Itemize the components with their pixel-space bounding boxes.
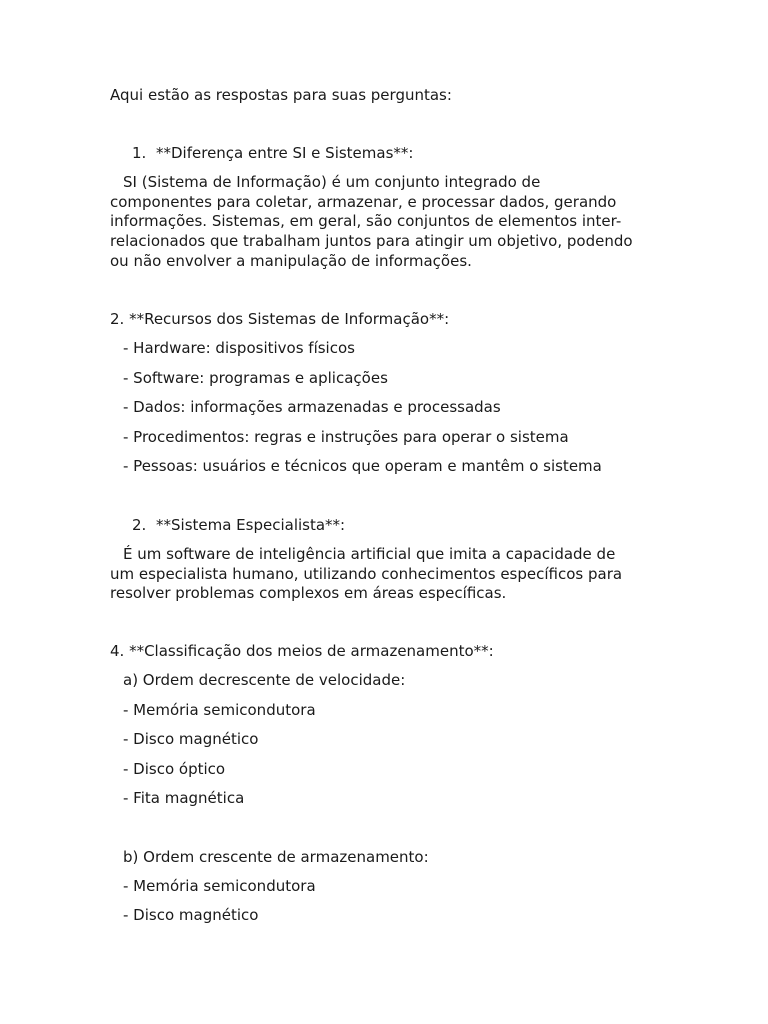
q4a-heading: a) Ordem decrescente de velocidade: xyxy=(123,671,406,689)
q2-list-item: - Dados: informações armazenadas e processadas xyxy=(123,398,501,416)
q4a-list-item: - Disco óptico xyxy=(123,760,226,778)
q3-paragraph-line: resolver problemas complexos em áreas específicas. xyxy=(110,584,507,602)
q4-title: 4. **Classificação dos meios de armazenamento**: xyxy=(110,642,494,660)
q3-paragraph-line: É um software de inteligência artificial que imita a capacidade de xyxy=(123,545,616,563)
q1-paragraph-line: informações. Sistemas, em geral, são conjuntos de elementos inter- xyxy=(110,212,622,230)
q1-title: **Diferença entre SI e Sistemas**: xyxy=(156,144,414,162)
q1-paragraph-line: ou não envolver a manipulação de informações. xyxy=(110,252,472,270)
q1-paragraph-line: SI (Sistema de Informação) é um conjunto integrado de xyxy=(123,173,541,191)
q2-list-item: - Pessoas: usuários e técnicos que operam e mantêm o sistema xyxy=(123,457,602,475)
q4a-list-item: - Fita magnética xyxy=(123,789,245,807)
q3-heading xyxy=(132,515,345,535)
q2-list-item: - Hardware: dispositivos físicos xyxy=(123,339,355,357)
q1-paragraph-line: componentes para coletar, armazenar, e processar dados, gerando xyxy=(110,193,617,211)
intro-text: Aqui estão as respostas para suas perguntas: xyxy=(110,86,452,104)
q4a-list-item: - Disco magnético xyxy=(123,730,259,748)
q2-list-item: - Software: programas e aplicações xyxy=(123,369,388,387)
q4b-heading: b) Ordem crescente de armazenamento: xyxy=(123,848,429,866)
q3-number: 2. xyxy=(132,516,147,534)
q3-title: **Sistema Especialista**: xyxy=(156,516,346,534)
q4a-list-item: - Memória semicondutora xyxy=(123,701,316,719)
q3-paragraph-line: um especialista humano, utilizando conhecimentos específicos para xyxy=(110,565,623,583)
q1-paragraph-line: relacionados que trabalham juntos para atingir um objetivo, podendo xyxy=(110,232,633,250)
q1-heading xyxy=(132,143,413,163)
q4b-list-item: - Memória semicondutora xyxy=(123,877,316,895)
q4b-list-item: - Disco magnético xyxy=(123,906,259,924)
q2-title: 2. **Recursos dos Sistemas de Informação**: xyxy=(110,310,450,328)
q2-list-item: - Procedimentos: regras e instruções para operar o sistema xyxy=(123,428,569,446)
q1-number: 1. xyxy=(132,144,147,162)
